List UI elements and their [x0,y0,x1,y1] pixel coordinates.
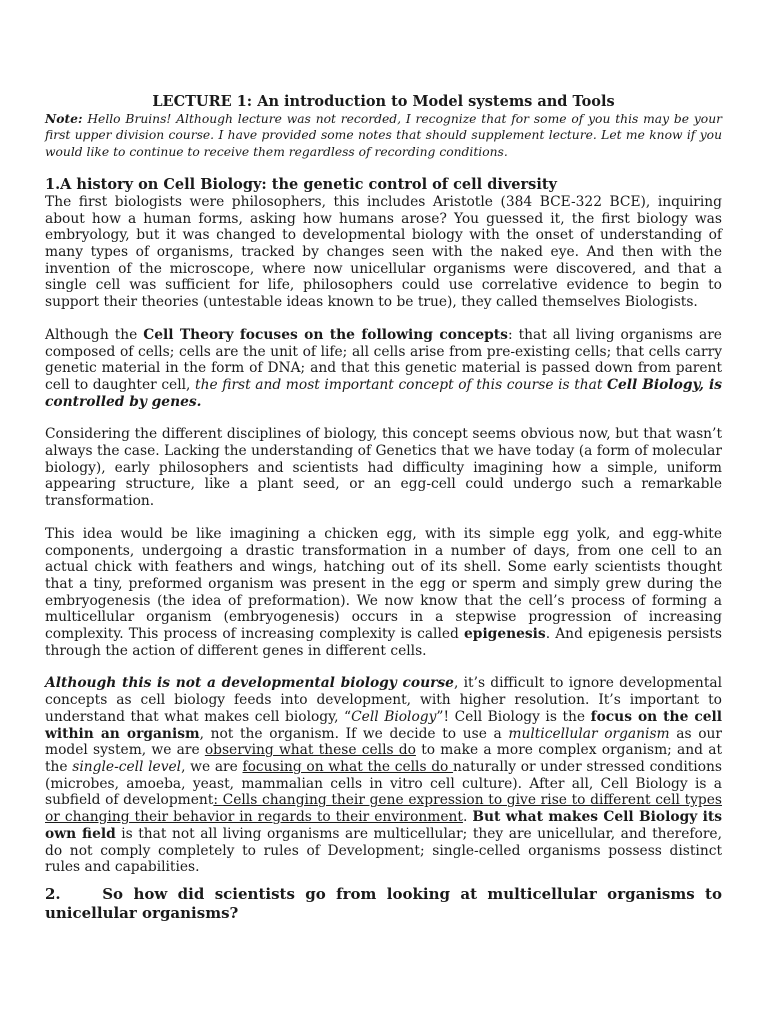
cell-theory-bold: Cell Theory focuses on the following concepts [143,326,508,343]
text-run: is that not all living organisms are multicellular; they are unicellular, and therefore, do not comply completely to rules of Development; single-celled organisms possess distinct rules and capabilities. [45,825,722,876]
gene-expression-underline: : Cells changing their gene expression to give rise to different cell types or changing their behavior in regards to their environment [45,792,722,826]
document-page [45,93,722,923]
text-run: naturally or under stressed conditions (microbes, amoeba, yeast, mammalian cells in vitro cell culture). After all, Cell Biology is a subfield of development [45,758,722,809]
focusing-underline: focusing on what the cells do [242,758,454,775]
paragraph-cell-theory [45,327,722,411]
paragraph-history: The first biologists were philosophers, this includes Aristotle (384 BCE-322 BCE), inquiring about how a human forms, asking how humans arose? You guessed it, the first biology was embryology, but it was changed to developmental biology with the onset of understanding of many types of organisms, tracked by changes seen with the naked eye. And then with the invention of the microscope, where now unicellular organisms were discovered, and that a single cell was sufficient for life, philosophers could use correlative evidence to begin to support their theories (untestable ideas known to be true), they called themselves Biologists. [45,193,722,311]
text-run: , we are [181,758,243,775]
text-run: Although the [45,326,144,343]
not-dev-bio-bold-italic: Although this is not a developmental biology course [45,675,454,692]
text-run: . And epigenesis persists through the action of different genes in different cells. [45,626,722,659]
single-cell-italic: single-cell level [72,758,182,775]
text-run: as our model system, we are [45,725,722,759]
note-text: Hello Bruins! Although lecture was not recorded, I recognize that for some of you this may be your first upper division course. I have provided some notes that should supplement lecture. Let me know if you would like to continue to receive them regardless of recording conditions. [45,112,722,159]
note-label: Note: [45,111,83,126]
multicellular-italic: multicellular organism [508,725,670,742]
text-run: This idea would be like imagining a chicken egg, with its simple egg yolk, and egg-white components, undergoing a drastic transformation in a number of days, from one cell to an actual chick with feathers and wings, hatching out of its shell. Some early scientists thought that a tiny, preformed organism was present in the egg or sperm and simply grew during the embryogenesis (the idea of preformation). We now know that the cell’s process of forming a multicellular organism (embryogenesis) occurs in a stepwise progression of increasing complexity. This process of increasing complexity is called [45,525,722,643]
paragraph-developmental [45,675,722,875]
paragraph-chicken-egg [45,526,722,660]
text-run: to make a more complex organism; and at the [45,742,722,775]
lecture-title: LECTURE 1: An introduction to Model systems and Tools [152,93,615,110]
text-run: , not the organism. If we decide to use a [199,725,509,742]
section-1-heading: 1.A history on Cell Biology: the genetic control of cell diversity [45,175,557,193]
text-run: . [462,809,473,826]
note-paragraph [45,111,722,160]
own-field-bold: But what makes Cell Biology its own field [45,809,723,842]
focus-bold: focus on the cell within an organism [45,708,722,742]
cell-biology-italic: Cell Biology [351,708,437,725]
paragraph-disciplines: Considering the different disciplines of biology, this concept seems obvious now, but that wasn’t always the case. Lacking the understanding of Genetics that we have today (a form of molecular biology), early philosophers and scientists had difficulty imagining how a simple, uniform appearing structure, like a plant seed, or an egg-cell could undergo such a remarkable transformation. [45,426,722,510]
section-2-heading: 2. So how did scientists go from looking at multicellular organisms to unicellular organisms? [45,884,722,922]
observing-underline: observing what these cells do [204,742,416,759]
text-run: : that all living organisms are composed of cells; cells are the unit of life; all cells arise from pre-existing cells; that cells carry genetic material in the form of DNA; and that this genetic material is passed down from parent cell to daughter cell, [45,326,722,393]
concept-italic: the first and most important concept of this course is that [195,376,608,393]
text-run: , it’s difficult to ignore developmental concepts as cell biology feeds into development, with higher resolution. It’s important to understand that what makes cell biology, “ [45,675,722,725]
epigenesis-bold: epigenesis [464,626,546,643]
text-run: ”! Cell Biology is the [436,708,591,725]
genes-bold-italic: Cell Biology, is controlled by genes. [45,376,722,410]
